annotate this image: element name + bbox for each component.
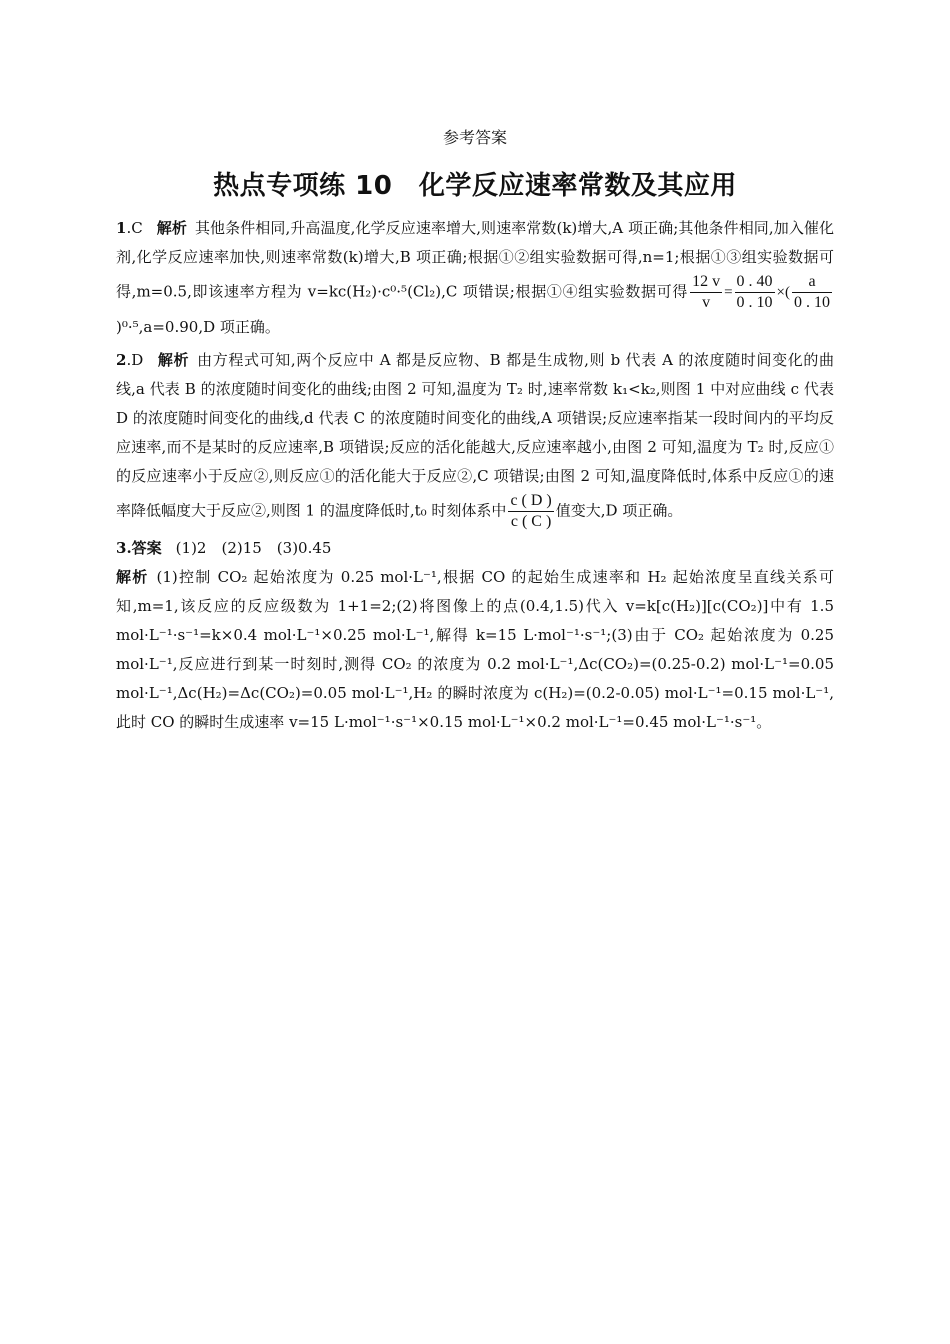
fraction-denominator: 0 . 10 [794,294,830,311]
fraction-cd-cc [508,491,553,532]
fraction-numerator: a [792,272,832,293]
page-title: 热点专项练 10 化学反应速率常数及其应用 [213,171,737,201]
answer-choice: .C [126,219,143,237]
fraction-numerator: 12 v [690,272,722,293]
analysis-text: 其他条件相同,升高温度,化学反应速率增大,则速率常数(k)增大,A 项正确;其他条件相同,加入催化剂,化学反应速率加快,则速率常数(k)增大,B 项正确;根据①②组实验数据可得,n=1;根据①③组实验数据可得,m=0.5,即该速率方程为 v=kc(H₂)·c⁰·⁵(Cl₂),C 项错误;根据①④组实验数据可得 [116,219,834,301]
answer-choice: .D [126,351,144,369]
answer-3-analysis [116,563,834,737]
analysis-label: 解析 [116,568,149,586]
fraction-numerator: c ( D ) [508,491,553,512]
answer-3-header [116,534,834,563]
analysis-label: 解析 [157,351,190,369]
fraction-denominator: v [702,294,711,311]
fraction-denominator: 0 . 10 [736,294,773,311]
answer-2 [116,346,834,532]
analysis-text-end: 值变大,D 项正确。 [555,501,683,520]
fraction-denominator: c ( C ) [510,513,552,530]
question-number: 2 [116,351,127,369]
analysis-text: (1)控制 CO₂ 起始浓度为 0.25 mol·L⁻¹,根据 CO 的起始生成速率和 H₂ 起始浓度呈直线关系可知,m=1,该反应的反应级数为 1+1=2;(2)将图像上的点(0.4,1.5)代入 v=k[c(H₂)][c(CO₂)]中有 1.5 mol·L⁻¹·s⁻¹=k×0.4 mol·L⁻¹×0.25 mol·L⁻¹,解得 k=15 L·mol⁻¹·s⁻¹;(3)由于 CO₂ 起始浓度为 0.25 mol·L⁻¹,反应进行到某一时刻时,测得 CO₂ 的浓度为 0.2 mol·L⁻¹,Δc(CO₂)=(0.25-0.2) mol·L⁻¹=0.05 mol·L⁻¹,Δc(H₂)=Δc(CO₂)=0.05 mol·L⁻¹,H₂ 的瞬时浓度为 c(H₂)=(0.2-0.05) mol·L⁻¹=0.15 mol·L⁻¹,此时 CO 的瞬时生成速率 v=15 L·mol⁻¹·s⁻¹×0.15 mol·L⁻¹×0.2 mol·L⁻¹=0.45 mol·L⁻¹·s⁻¹。 [116,568,834,731]
answer-values: (1)2 (2)15 (3)0.45 [175,539,332,557]
analysis-label: 解析 [156,219,187,237]
question-number: 1 [116,219,127,237]
fraction-concentration-ratio [735,272,775,313]
analysis-text: 由方程式可知,两个反应中 A 都是反应物、B 都是生成物,则 b 代表 A 的浓度随时间变化的曲线,a 代表 B 的浓度随时间变化的曲线;由图 2 可知,温度为 T₂ 时,速率常数 k₁<k₂,则图 1 中对应曲线 c 代表 D 的浓度随时间变化的曲线,d 代表 C 的浓度随时间变化的曲线,A 项错误;反应速率指某一段时间内的平均反应速率,而不是某时的反应速率,B 项错误;反应的活化能越大,反应速率越小,由图 2 可知,温度为 T₂ 时,反应①的反应速率小于反应②,则反应①的活化能大于反应②,C 项错误;由图 2 可知,温度降低时,体系中反应①的速率降低幅度大于反应②,则图 1 的温度降低时,t₀ 时刻体系中 [116,351,834,520]
times-sign: ×( [776,284,790,301]
analysis-text-end: )⁰·⁵,a=0.90,D 项正确。 [116,318,280,336]
question-number: 3 [116,539,127,557]
answer-label: .答案 [126,539,162,557]
fraction-rate-ratio [690,272,722,313]
fraction-a-ratio [792,272,832,313]
fraction-numerator: 0 . 40 [735,272,775,293]
answer-1 [116,214,834,342]
page-header: 参考答案 [442,128,507,147]
answer-content [116,214,834,737]
equals-sign: = [724,284,733,301]
